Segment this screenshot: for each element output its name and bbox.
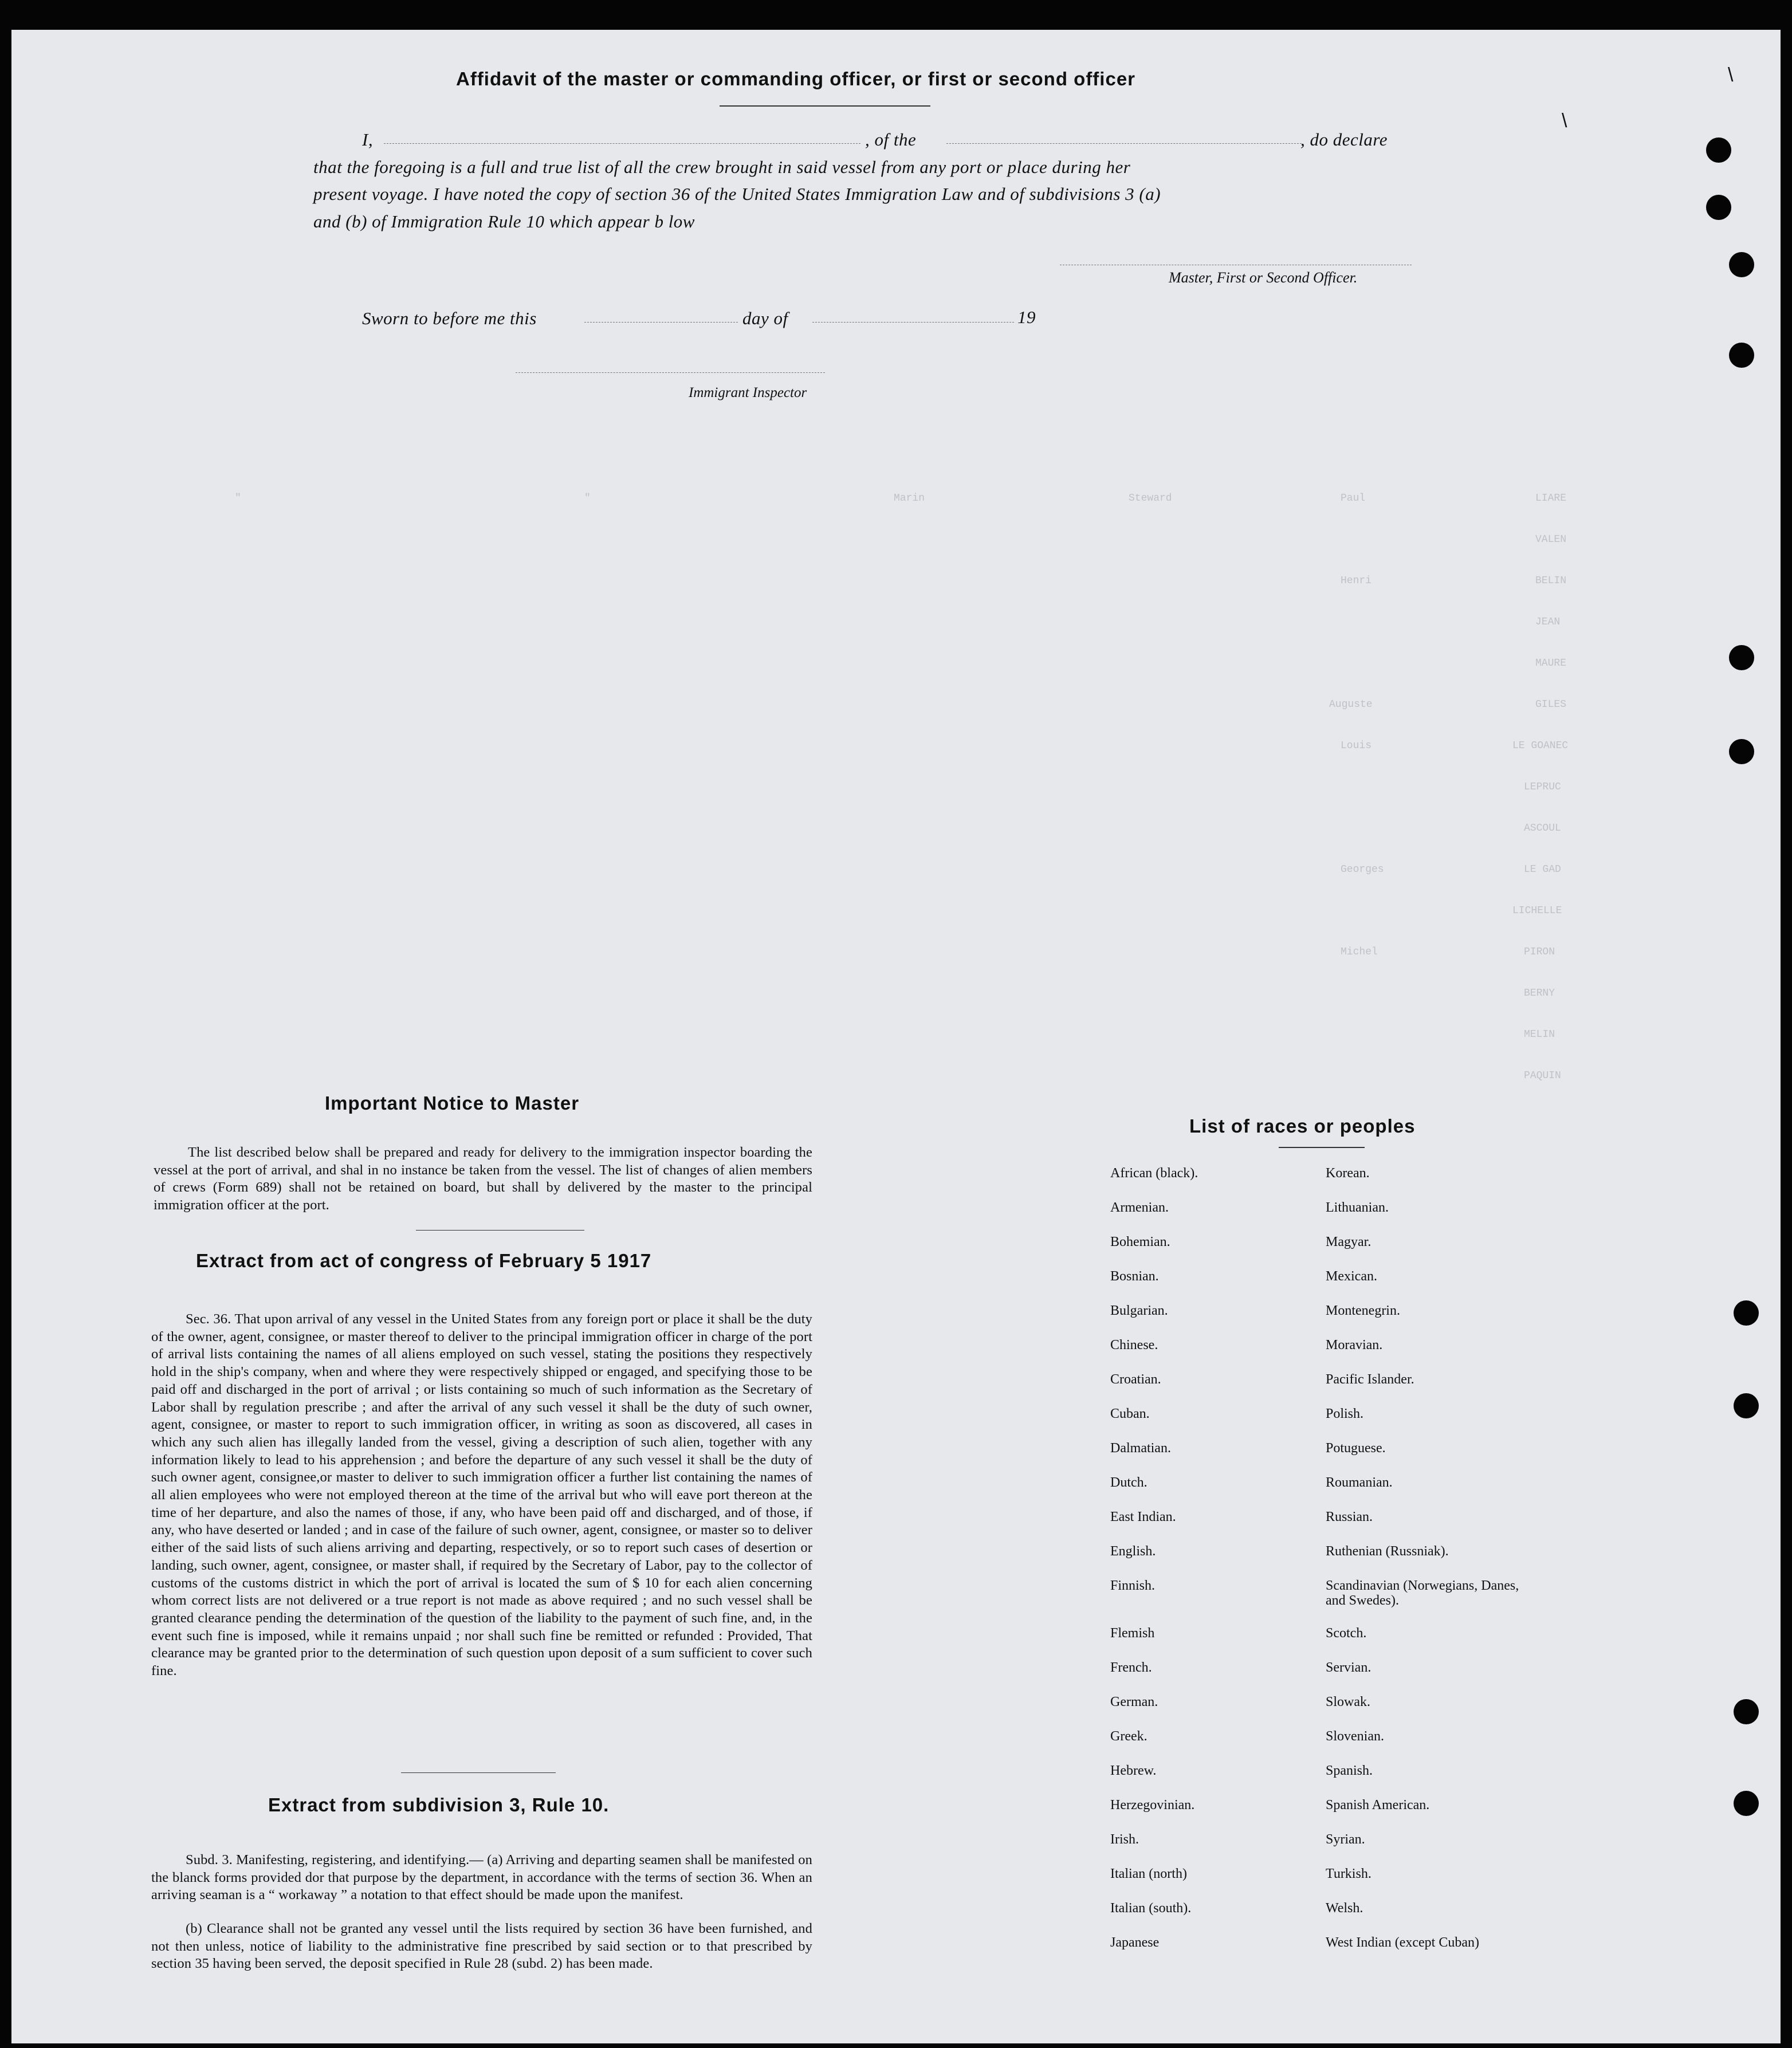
document-page: Affidavit of the master or commanding officer, or first or second officer I, , of the , do declare that the foregoing is a full and true list of all the crew brought in said vessel from any port or place during her present voyage. I have noted the copy of section 36 of the United States Immigration Law and of subdivisions 3 (a) and (b) of Immigration Rule 10 which appear b low Master, First or Second Officer. Sworn to before me this day of 19 Immigrant Inspector LIARE VALEN BELIN JEAN MAURE GILES LE GOANEC LEPRUC ASCOUL LE GAD LICHELLE PIRON BERNY MELIN PAQUIN Paul Henri Auguste Louis Georges Michel " " Marin Steward Important Notice to Master The list described below shall be prepared and ready for delivery to the immigration inspector boarding the vessel at the port of arrival, and shal in no instance be taken from the vessel. The list of changes of alien members of crews (Form 689) shall not be retained on board, but shall by delivered by the master to the principal immigration officer at the port. Extract from act of congress of February 5 1917 Sec. 36. That upon arrival of any vessel in the United States from any foreign port or place it shall be the duty of the owner, agent, consignee, or master thereof to deliver to the principal immigration officer in charge of the port of arrival lists containing the names of all aliens employed on such vessel, stating the positions they respectively hold in the ship's company, when and where they were respectively shipped or engaged, and specifying those to be paid off and discharged in the port of arrival ; or lists containing so much of such information as the Secretary of Labor shall by regulation prescribe ; and after the arrival of any such vessel it shall be the duty of such owner, agent, consignee, or master to report to such immigration officer, in writing as soon as discovered, all cases in which any such alien has illegally landed from the vessel, giving a description of such alien, together with any information likely to lead to his apprehension ; and before the departure of any such vessel it shall be the duty of such owner agent, consignee,or master to deliver to such immigration officer a further list containing the names of all alien employees who were not employed thereon at the time of the arrival but who will eave port thereon at the time of her departure, and also the names of those, if any, who have been paid off and discharged, and of those, if any, who have deserted or landed ; and in case of the failure of such owner, agent, consignee, or master so to deliver either of the said lists of such aliens arriving and departing, respectively, or so to report such cases of desertion or landing, such owner, agent, consignee, or master shall, if required by the Secretary of Labor, pay to the collector of customs of the customs district in which the port of arrival is located the sum of $ 10 for each alien concerning whom correct lists are not delivered or a true report is not made as above required ; and no such vessel shall be granted clearance pending the determination of the question of the liability to the payment of such fine, and, in the event such fine is imposed, while it remains unpaid ; nor shall such fine be remitted or refunded : Provided, That clearance may be granted prior to the determination of such question upon deposit of a sum sufficient to cover such fine. Extract from subdivision 3, Rule 10. Subd. 3. Manifesting, registering, and identifying.— (a) Arriving and departing seamen shall be manifested on the blanck forms provided dor that purpose by the department, in accordance with the terms of section 36. When an arriving seaman is a “ workaway ” a notation to that effect should be made upon the manifest. (b) Clearance shall not be granted any vessel until the lists required by section 36 have been furnished, and not then unless, notice of liability to the administrative fine prescribed by said section or to that prescribed by section 35 having been served, the deposit specified in Rule 28 (subd. 2) has been made. List of races or peoples African (black). Armenian. Bohemian. Bosnian. Bulgarian. Chinese. Croatian. Cuban. Dalmatian. Dutch. East Indian. English. Finnish. Flemish French. German. Greek. Hebrew. Herzegovinian. Irish. Italian (north) Italian (south). Japanese Korean. Lithuanian. Magyar. Mexican. Montenegrin. Moravian. Pacific Islander. Polish. Potuguese. Roumanian. Russian. Ruthenian (Russniak). Scandinavian (Norwegians, Danes, and Swedes). Scotch. Servian. Slowak. Slovenian. Spanish. Spanish American. Syrian. Turkish. Welsh. West Indian (except Cuban) \ \: [11, 30, 1781, 2043]
sworn-text: Sworn to before me this: [362, 308, 537, 328]
punch-hole-icon: [1706, 195, 1731, 220]
race-item: Italian (north): [1110, 1866, 1187, 1881]
punch-hole-icon: [1734, 1393, 1759, 1418]
race-item: Croatian.: [1110, 1372, 1161, 1387]
race-item: Armenian.: [1110, 1200, 1169, 1215]
race-item: Dutch.: [1110, 1475, 1147, 1490]
name-blank: [384, 143, 860, 144]
race-item: Lithuanian.: [1326, 1200, 1389, 1215]
punch-hole-icon: [1734, 1791, 1759, 1816]
race-item: Greek.: [1110, 1729, 1147, 1744]
act-text: Sec. 36. That upon arrival of any vessel in the United States from any foreign port or place it shall be the duty of the owner, agent, consignee, or master thereof to deliver to the principal immigration officer in charge of the port of arrival lists containing the names of all aliens employed on such vessel, stating the positions they respectively hold in the ship's company, when and where they were respectively shipped or engaged, and specifying those to be paid off and discharged in the port of arrival ; or lists containing so much of such information as the Secretary of Labor shall by regulation prescribe ; and after the arrival of any such vessel it shall be the duty of such owner, agent, consignee, or master to report to such immigration officer, in writing as soon as discovered, all cases in which any such alien has illegally landed from the vessel, giving a description of such alien, together with any information likely to lead to his apprehension ; and before the departure of any such vessel it shall be the duty of such owner agent, consignee,or master to deliver to such immigration officer a further list containing the names of all alien employees who were not employed thereon at the time of the arrival but who will eave port thereon at the time of her departure, and also the names of those, if any, who have been paid off and discharged, and of those, if any, who have deserted or landed ; and in case of the failure of such owner, agent, consignee, or master so to deliver either of the said lists of such aliens arriving and departing, respectively, or so to report such cases of desertion or landing, such owner, agent, consignee, or master shall, if required by the Secretary of Labor, pay to the collector of customs of the customs district in which the port of arrival is located the sum of $ 10 for each alien concerning whom correct lists are not delivered or a true report is not made as above required ; and no such vessel shall be granted clearance pending the determination of the question of the liability to the payment of such fine, and, in the event such fine is imposed, while it remains unpaid ; nor shall such fine be remitted or refunded : Provided, That clearance may be granted prior to the determination of such question upon deposit of a sum sufficient to cover such fine.: [151, 1311, 812, 1679]
race-item: Finnish.: [1110, 1578, 1156, 1593]
rule10-para-b: (b) Clearance shall not be granted any vessel until the lists required by section 36 have been furnished, and not then unless, notice of liability to the administrative fine prescribed by said section or to that prescribed by section 35 having been served, the deposit specified in Rule 28 (subd. 2) has been made.: [151, 1921, 812, 1972]
race-item: East Indian.: [1110, 1510, 1176, 1524]
race-item: Hebrew.: [1110, 1763, 1157, 1778]
race-item: Cuban.: [1110, 1406, 1150, 1421]
vessel-blank: [946, 143, 1302, 144]
notice-title: Important Notice to Master: [325, 1092, 580, 1114]
race-item: German.: [1110, 1695, 1158, 1709]
race-item: Slovenian.: [1326, 1729, 1384, 1744]
race-item: Mexican.: [1326, 1269, 1377, 1284]
race-item: Roumanian.: [1326, 1475, 1393, 1490]
race-item: English.: [1110, 1544, 1156, 1559]
affidavit-i: I,: [362, 129, 374, 150]
stray-pen-mark: \: [1562, 110, 1567, 132]
punch-hole-icon: [1734, 1300, 1759, 1326]
rule10-title: Extract from subdivision 3, Rule 10.: [268, 1794, 610, 1815]
race-item: African (black).: [1110, 1166, 1198, 1181]
year-text: 19: [1017, 307, 1036, 327]
race-item: Scotch.: [1326, 1626, 1367, 1641]
race-item: Slowak.: [1326, 1695, 1370, 1709]
race-item: Irish.: [1110, 1832, 1139, 1847]
race-item: Chinese.: [1110, 1338, 1158, 1353]
punch-hole-icon: [1706, 137, 1731, 163]
race-item: Servian.: [1326, 1660, 1371, 1675]
race-item: Bohemian.: [1110, 1235, 1170, 1249]
punch-hole-icon: [1729, 343, 1754, 368]
race-item: Korean.: [1326, 1166, 1370, 1181]
punch-hole-icon: [1729, 252, 1754, 277]
races-title: List of races or peoples: [1189, 1115, 1416, 1137]
notice-divider: [416, 1230, 584, 1231]
affidavit-line-3: present voyage. I have noted the copy of section 36 of the United States Immigration Law and of subdivisions 3 (a): [313, 184, 1161, 204]
race-item: Bulgarian.: [1110, 1303, 1168, 1318]
races-title-underline: [1279, 1147, 1365, 1148]
race-item: Syrian.: [1326, 1832, 1365, 1847]
race-item: Potuguese.: [1326, 1441, 1386, 1456]
race-item: Welsh.: [1326, 1901, 1363, 1916]
race-item: Spanish American.: [1326, 1798, 1430, 1813]
inspector-line: [516, 372, 825, 373]
month-blank: [812, 322, 1014, 323]
race-item: Flemish: [1110, 1626, 1155, 1641]
race-item: Dalmatian.: [1110, 1441, 1171, 1456]
inspector-label: Immigrant Inspector: [689, 385, 807, 400]
affidavit-line-4: and (b) of Immigration Rule 10 which appear b low: [313, 211, 695, 231]
race-item: Scandinavian (Norwegians, Danes, and Swedes).: [1326, 1578, 1519, 1608]
stray-pen-mark: \: [1728, 64, 1734, 86]
race-item: Russian.: [1326, 1510, 1373, 1524]
race-item: Herzegovinian.: [1110, 1798, 1195, 1813]
race-item: Bosnian.: [1110, 1269, 1159, 1284]
affidavit-title-underline: [720, 105, 930, 107]
race-item: Montenegrin.: [1326, 1303, 1400, 1318]
race-item: Magyar.: [1326, 1235, 1371, 1249]
affidavit-of-the: , of the: [865, 129, 917, 150]
race-item: Ruthenian (Russniak).: [1326, 1544, 1449, 1559]
signature-label: Master, First or Second Officer.: [1169, 269, 1358, 286]
act-title: Extract from act of congress of February 5 1917: [196, 1250, 652, 1271]
race-item: Polish.: [1326, 1406, 1364, 1421]
race-item: Italian (south).: [1110, 1901, 1192, 1916]
affidavit-line-2: that the foregoing is a full and true list of all the crew brought in said vessel from any port or place during her: [313, 157, 1131, 177]
punch-hole-icon: [1734, 1699, 1759, 1724]
rule10-para-a: Subd. 3. Manifesting, registering, and identifying.— (a) Arriving and departing seamen shall be manifested on the blanck forms provided dor that purpose by the department, in accordance with the terms of section 36. When an arriving seaman is a “ workaway ” a notation to that effect should be made upon the manifest.: [151, 1852, 812, 1903]
race-item: Turkish.: [1326, 1866, 1371, 1881]
day-of-text: day of: [742, 308, 788, 328]
race-item: Pacific Islander.: [1326, 1372, 1414, 1387]
punch-hole-icon: [1729, 645, 1754, 670]
affidavit-declare: , do declare: [1300, 129, 1388, 150]
day-blank: [584, 322, 738, 323]
act-divider: [401, 1772, 556, 1773]
affidavit-title: Affidavit of the master or commanding officer, or first or second officer: [456, 68, 1136, 89]
race-item: Spanish.: [1326, 1763, 1373, 1778]
notice-text: The list described below shall be prepared and ready for delivery to the immigration inspector boarding the vessel at the port of arrival, and shal in no instance be taken from the vessel. The list of changes of alien members of crews (Form 689) shall not be retained on board, but shall by delivered by the master to the principal immigration officer at the port.: [154, 1145, 812, 1213]
race-item: Japanese: [1110, 1935, 1160, 1950]
race-item: Moravian.: [1326, 1338, 1383, 1353]
race-item: French.: [1110, 1660, 1152, 1675]
race-item: West Indian (except Cuban): [1326, 1935, 1479, 1950]
punch-hole-icon: [1729, 739, 1754, 764]
